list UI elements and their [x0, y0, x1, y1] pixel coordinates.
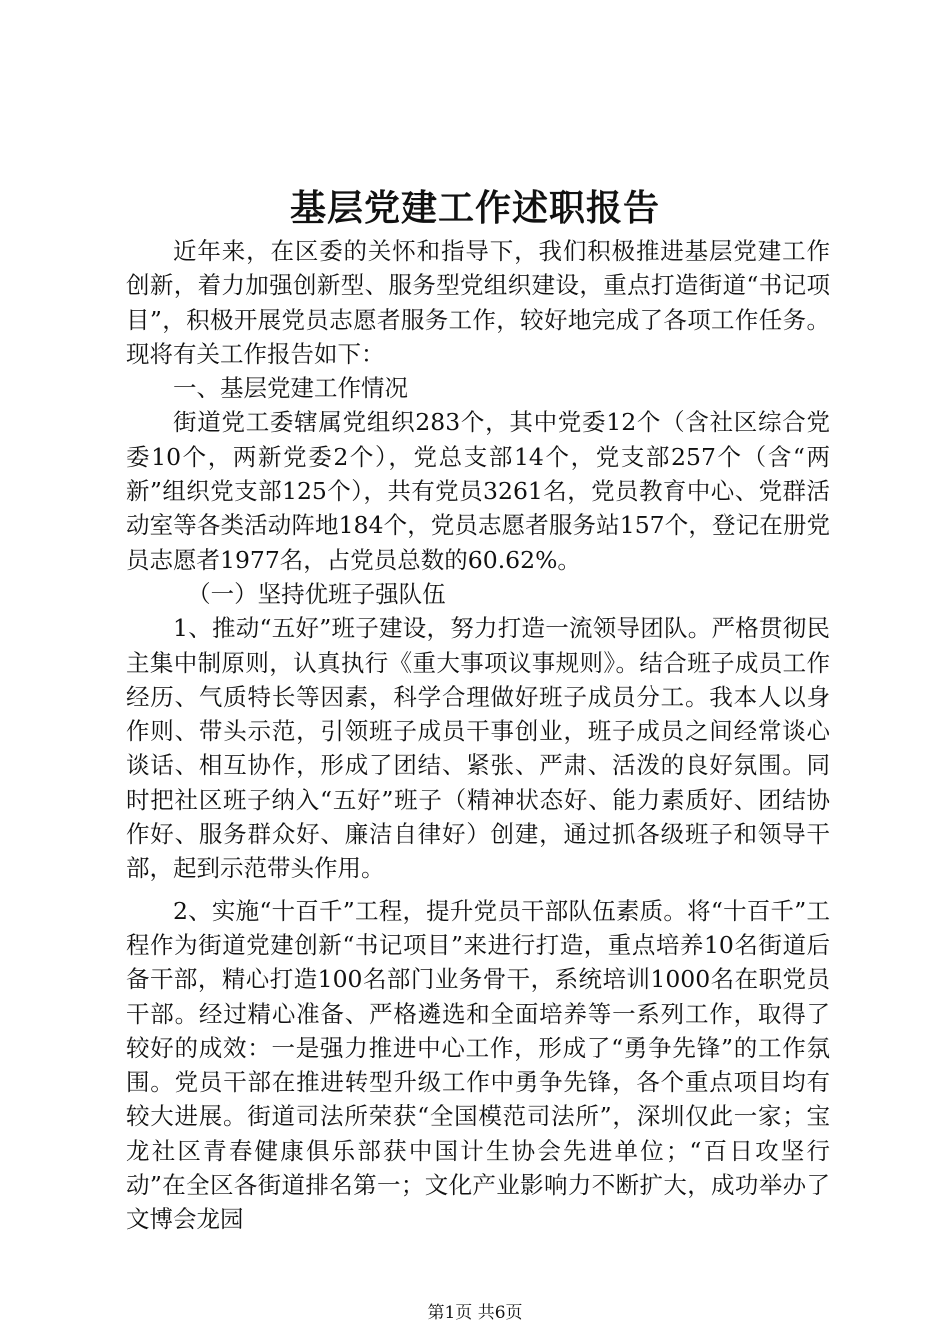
paragraph-intro: 近年来，在区委的关怀和指导下，我们积极推进基层党建工作创新，着力加强创新型、服务型党组织建设，重点打造街道“书记项目”，积极开展党员志愿者服务工作，较好地完成了各项工作任务。现将有关工作报告如下： [126, 237, 830, 368]
paragraph-item-1: 1、推动“五好”班子建设，努力打造一流领导团队。严格贯彻民主集中制原则，认真执行《重大事项议事规则》。结合班子成员工作经历、气质特长等因素，科学合理做好班子成员分工。我本人以身作则、带头示范，引领班子成员干事创业，班子成员之间经常谈心谈话、相互协作，形成了团结、紧张、严肃、活泼的良好氛围。同时把社区班子纳入“五好”班子（精神状态好、能力素质好、团结协作好、服务群众好、廉洁自律好）创建，通过抓各级班子和领导干部，起到示范带头作用。 [126, 614, 830, 883]
section-heading-1: 一、基层党建工作情况 [173, 374, 408, 403]
document-body [126, 234, 830, 1237]
page-footer: 第1页 共6页 [427, 1303, 523, 1323]
subsection-heading-1: （一）坚持优班子强队伍 [187, 579, 446, 608]
paragraph-item-2: 2、实施“十百千”工程，提升党员干部队伍素质。将“十百千”工程作为街道党建创新“书记项目”来进行打造，重点培养10名街道后备干部，精心打造100名部门业务骨干，系统培训1000名在职党员干部。经过精心准备、严格遴选和全面培养等一系列工作，取得了较好的成效：一是强力推进中心工作，形成了“勇争先锋”的工作氛围。党员干部在推进转型升级工作中勇争先锋，各个重点项目均有较大进展。街道司法所荣获“全国模范司法所”，深圳仅此一家；宝龙社区青春健康俱乐部获中国计生协会先进单位；“百日攻坚行动”在全区各街道排名第一；文化产业影响力不断扩大，成功举办了文博会龙园 [126, 896, 830, 1234]
document-title: 基层党建工作述职报告 [289, 187, 660, 229]
paragraph-overview: 街道党工委辖属党组织283个，其中党委12个（含社区综合党委10个，两新党委2个），党总支部14个，党支部257个（含“两新”组织党支部125个），共有党员3261名，党员教育中心、党群活动室等各类活动阵地184个，党员志愿者服务站157个，登记在册党员志愿者1977名，占党员总数的60.62%。 [126, 408, 830, 574]
